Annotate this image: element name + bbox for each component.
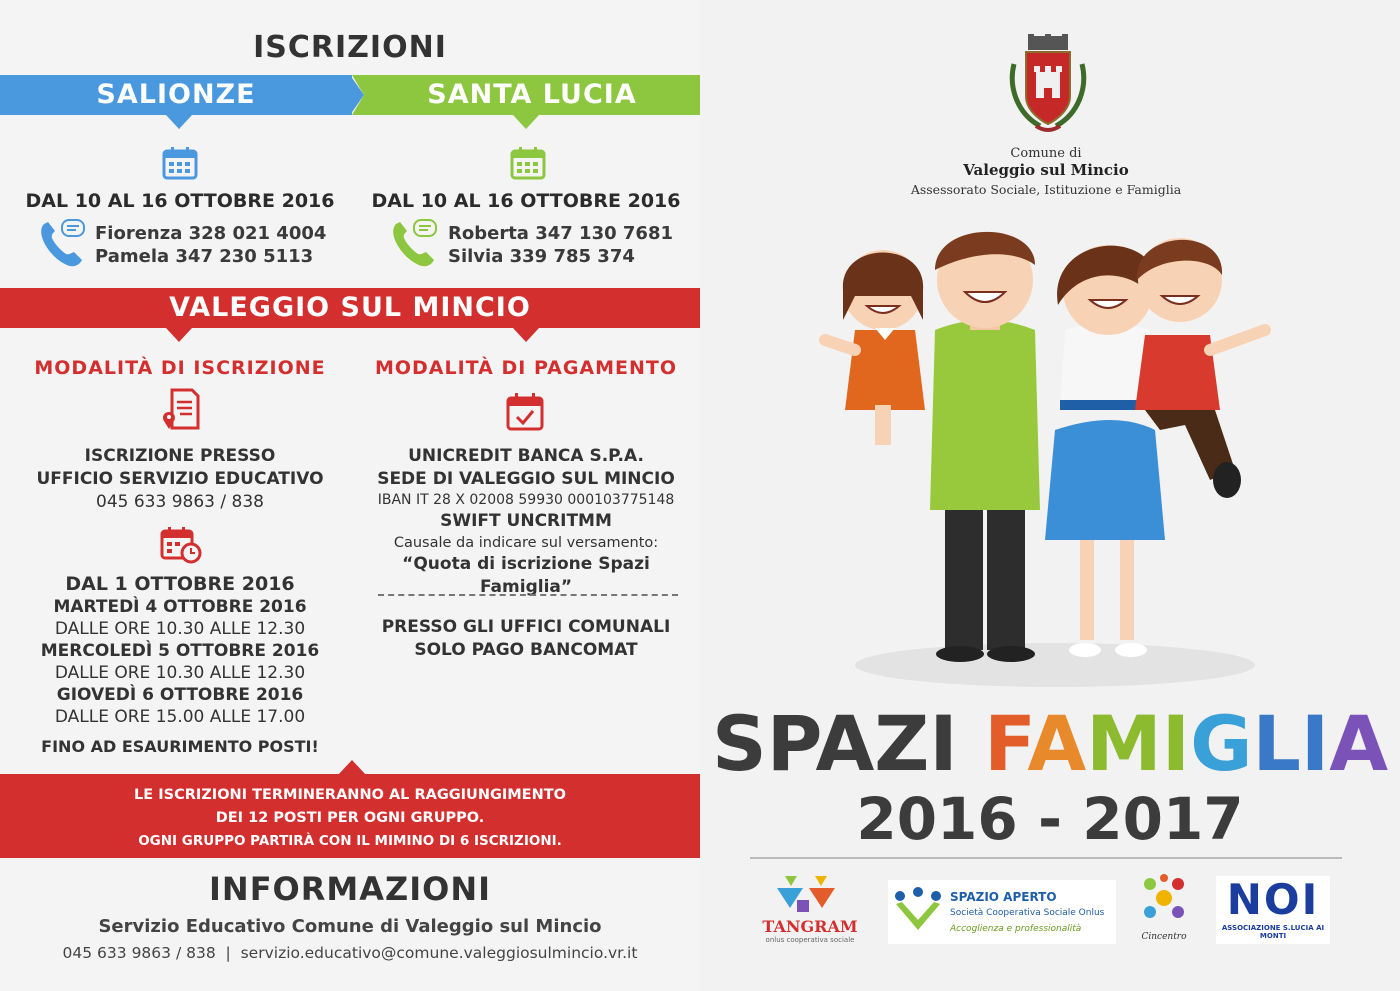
title-letter: L [1252,699,1301,788]
cincentro-icon [1136,870,1192,928]
schedule-start: DAL 1 OTTOBRE 2016 [65,573,295,595]
logos-divider [750,857,1342,859]
iscrizione-line-2: UFFICIO SERVIZIO EDUCATIVO [36,469,324,489]
tangram-icon [755,872,865,914]
cincentro-name: Cincentro [1141,932,1187,942]
bank-branch: SEDE DI VALEGGIO SUL MINCIO [377,469,675,489]
calendar-icon [510,146,546,180]
family-illustration [815,210,1295,690]
title-letter: G [1190,699,1253,788]
salionze-contacts [95,222,326,268]
title-famiglia [984,699,1388,788]
spazio-aperto-tagline: Accoglienza e professionalità [950,924,1082,934]
spazio-aperto-subtitle: Società Cooperativa Sociale Onlus [950,908,1105,918]
iscrizione-details [10,445,350,514]
valeggio-banner [0,288,700,328]
calendar-check-icon [505,392,545,432]
iscrizione-phone: 045 633 9863 / 838 [96,492,264,512]
santa-lucia-banner-label: SANTA LUCIA [427,79,637,110]
iscrizione-schedule [10,572,350,758]
iscrizione-line-1: ISCRIZIONE PRESSO [84,446,276,466]
valeggio-banner-label: VALEGGIO SUL MINCIO [169,292,531,323]
notice-line-1: LE ISCRIZIONI TERMINERANNO AL RAGGIUNGIMENTO [134,787,566,803]
salionze-dates: DAL 10 AL 16 OTTOBRE 2016 [25,190,335,212]
program-years: 2016 - 2017 [856,785,1244,853]
spazio-aperto-icon [890,886,946,936]
schedule-day-1: MARTEDÌ 4 OTTOBRE 2016 [53,597,307,617]
cincentro-logo [1136,870,1192,946]
municipal-crest-icon [1000,34,1096,138]
santa-lucia-contact-1: Roberta 347 130 7681 [448,223,673,244]
schedule-until: FINO AD ESAURIMENTO POSTI! [41,737,319,756]
comune-name: Valeggio sul Mincio [963,161,1129,179]
comune-di: Comune di [1010,146,1082,161]
noi-name: NOI [1226,875,1320,924]
assessorato: Assessorato Sociale, Istituzione e Famiglia [910,182,1182,197]
title-letter: A [1027,699,1087,788]
causale-text: “Quota di iscrizione Spazi Famiglia” [402,554,650,597]
document-location-icon [160,388,200,432]
banner-notch [352,75,366,115]
info-service: Servizio Educativo Comune di Valeggio sul Mincio [98,916,602,937]
office-line-1: PRESSO GLI UFFICI COMUNALI [381,617,671,637]
office-line-2: SOLO PAGO BANCOMAT [414,640,638,660]
santa-lucia-dates: DAL 10 AL 16 OTTOBRE 2016 [371,190,681,212]
program-title [700,699,1400,788]
santa-lucia-banner [364,75,700,115]
office-details [356,616,696,662]
iscrizione-heading: MODALITÀ DI ISCRIZIONE [34,357,326,379]
bank-name: UNICREDIT BANCA S.P.A. [408,446,644,466]
causale-label: Causale da indicare sul versamento: [393,535,659,551]
salionze-banner [0,75,352,115]
salionze-contact-2: Pamela 347 230 5113 [95,246,314,267]
tangram-subtitle: onlus cooperativa sociale [765,936,855,944]
calendar-clock-icon [160,526,202,564]
iscrizione-pointer [166,328,192,344]
title-spazi: SPAZI [711,699,958,788]
title-letter: A [1329,699,1389,788]
pagamento-heading: MODALITÀ DI PAGAMENTO [374,357,678,379]
salionze-contact-1: Fiorenza 328 021 4004 [95,223,327,244]
pagamento-pointer [513,328,539,344]
santa-lucia-contacts [448,222,673,268]
santa-lucia-contact-2: Silvia 339 785 374 [448,246,635,267]
calendar-icon [162,146,198,180]
info-contact: 045 633 9863 / 838 | servizio.educativo@comune.valeggiosulmincio.vr.it [62,944,638,962]
title-letter: F [984,699,1028,788]
spazio-aperto-title: SPAZIO APERTO [950,890,1057,904]
info-title: INFORMAZIONI [209,870,491,908]
noi-subtitle: ASSOCIAZIONE S.LUCIA AI MONTI [1221,924,1325,940]
dashed-divider [378,594,678,596]
bank-iban: IBAN IT 28 X 02008 59930 000103775148 [377,492,675,508]
schedule-hours-3: DALLE ORE 15.00 ALLE 17.00 [54,707,306,727]
schedule-hours-2: DALLE ORE 10.30 ALLE 12.30 [54,663,306,683]
spazio-aperto-logo [888,880,1116,944]
phone-chat-icon [38,218,90,268]
noi-logo [1216,876,1330,944]
salionze-pointer [166,115,192,131]
title-letter: I [1161,699,1191,788]
tangram-name: TANGRAM [762,917,858,936]
pagamento-details [356,445,696,599]
tangram-logo [755,872,865,944]
title-letter: M [1086,699,1162,788]
phone-chat-icon [390,218,442,268]
notice-banner [0,774,700,858]
salionze-banner-label: SALIONZE [96,79,256,110]
notice-line-2: DEI 12 POSTI PER OGNI GRUPPO. [215,810,485,826]
notice-line-3: OGNI GRUPPO PARTIRÀ CON IL MIMINO DI 6 ISCRIZIONI. [138,833,562,849]
santa-lucia-pointer [513,115,539,131]
title-letter: I [1300,699,1330,788]
schedule-day-3: GIOVEDÌ 6 OTTOBRE 2016 [56,685,304,705]
iscrizioni-title: ISCRIZIONI [253,30,447,65]
bank-swift: SWIFT UNCRITMM [440,511,612,531]
schedule-hours-1: DALLE ORE 10.30 ALLE 12.30 [54,619,306,639]
schedule-day-2: MERCOLEDÌ 5 OTTOBRE 2016 [40,641,320,661]
right-panel [700,0,1400,991]
